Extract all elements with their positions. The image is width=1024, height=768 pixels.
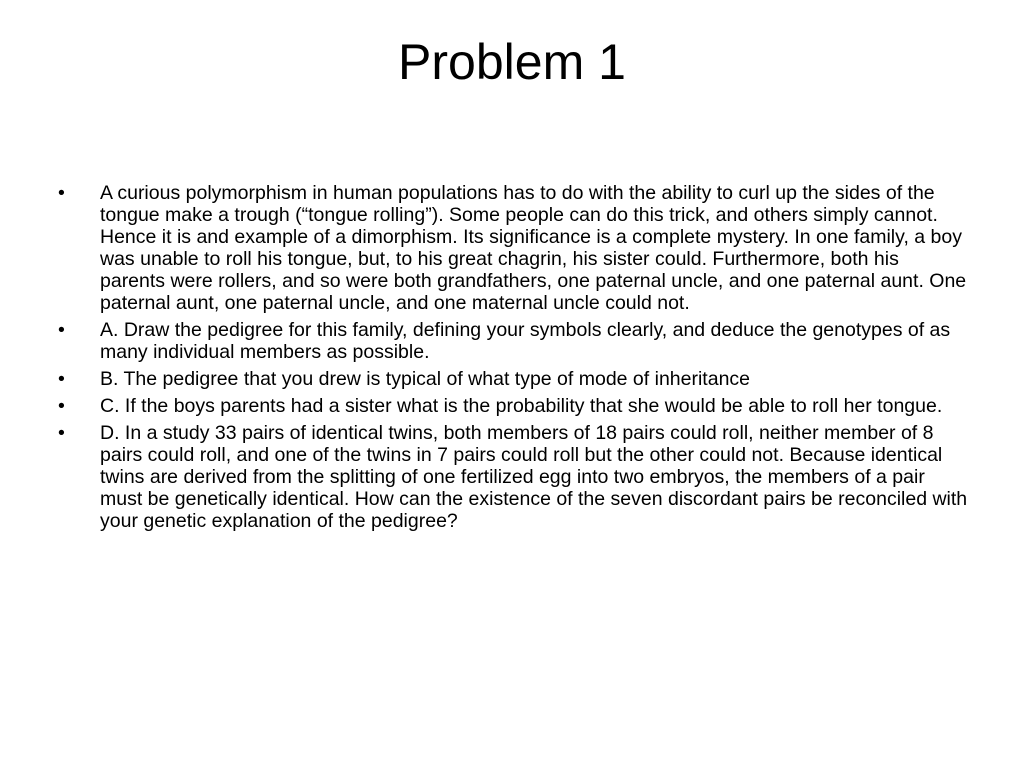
- bullet-text: B. The pedigree that you drew is typical of what type of mode of inheritance: [100, 368, 751, 390]
- bullet-text: A curious polymorphism in human populations has to do with the ability to curl up the sides of the tongue make a trough (“tongue rolling”). Some people can do this trick, and others simply cannot. Hence it is and example of a dimorphism. Its significance is a complete mystery. In one family, a boy was unable to roll his tongue, but, to his great chagrin, his sister could. Furthermore, both his parents were rollers, and so were both grandfathers, one paternal uncle, and one paternal aunt. One paternal aunt, one paternal uncle, and one maternal uncle could not.: [100, 182, 967, 314]
- bullet-text: D. In a study 33 pairs of identical twins, both members of 18 pairs could roll, neither member of 8 pairs could roll, and one of the twins in 7 pairs could roll but the other could not. Because identical twins are derived from the splitting of one fertilized egg into two embryos, the members of a pair must be genetically identical. How can the existence of the seven discordant pairs be reconciled with your genetic explanation of the pedigree?: [100, 422, 968, 532]
- bullet-marker: •: [58, 395, 65, 417]
- bullet-item-3: [58, 368, 968, 390]
- bullet-item-2: [58, 319, 968, 363]
- bullet-marker: •: [58, 422, 65, 444]
- bullet-text: A. Draw the pedigree for this family, defining your symbols clearly, and deduce the genotypes of as many individual members as possible.: [100, 319, 951, 363]
- bullet-marker: •: [58, 182, 65, 204]
- bullet-marker: •: [58, 368, 65, 390]
- bullet-list: [58, 182, 968, 537]
- slide-title: Problem 1: [398, 34, 626, 90]
- bullet-marker: •: [58, 319, 65, 341]
- bullet-item-1: [58, 182, 968, 314]
- bullet-text: C. If the boys parents had a sister what is the probability that she would be able to roll her tongue.: [100, 395, 943, 417]
- bullet-item-4: [58, 395, 968, 417]
- bullet-item-5: [58, 422, 968, 532]
